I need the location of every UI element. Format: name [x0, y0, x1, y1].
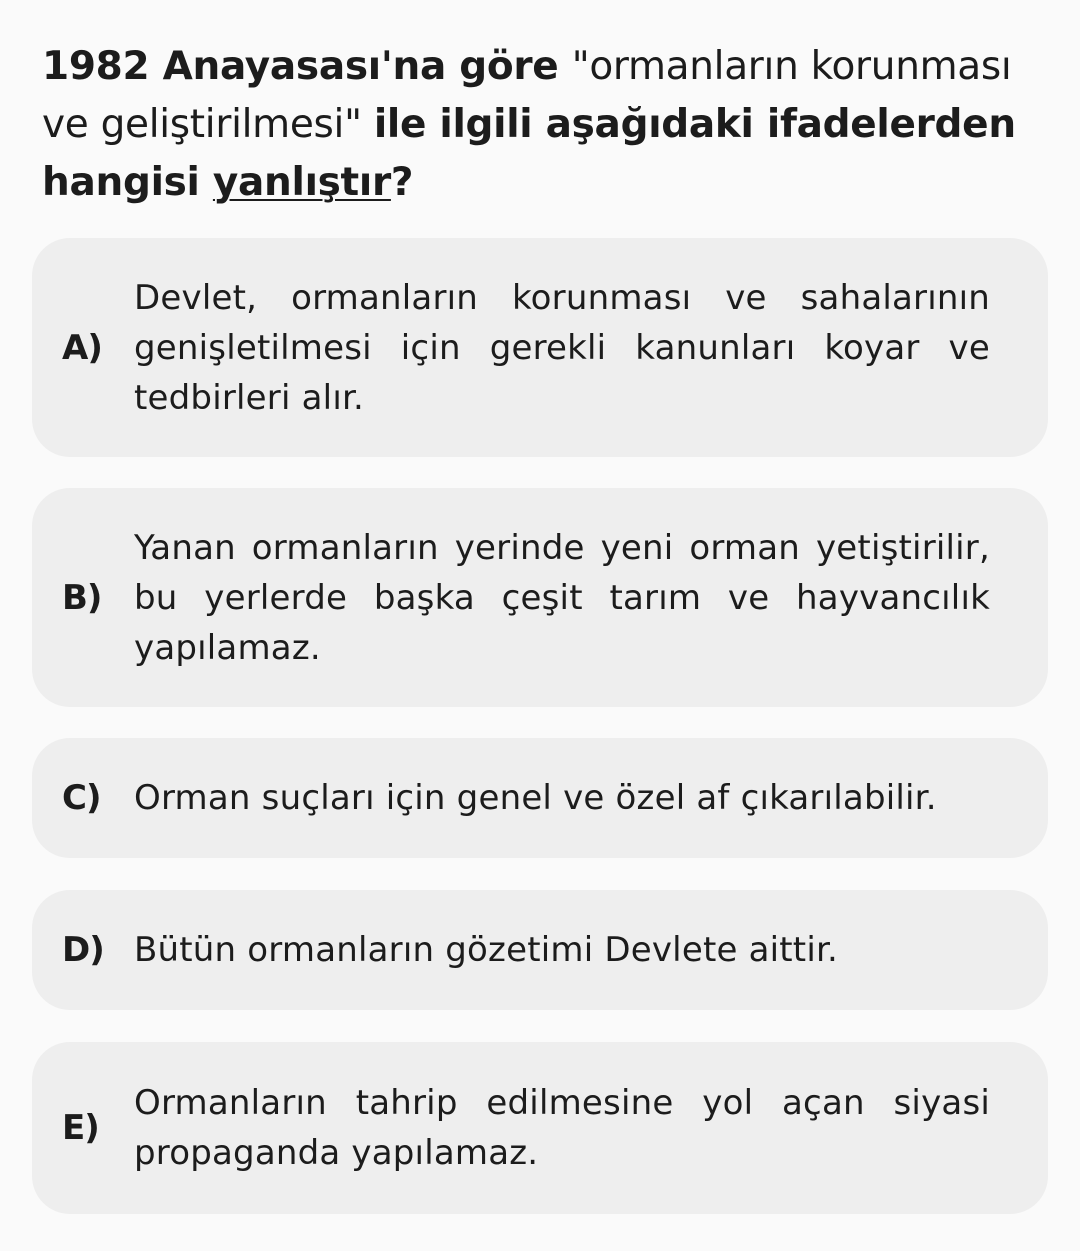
answer-option-e[interactable] [32, 1042, 1048, 1214]
question-emphasis-underlined: yanlıştır [212, 160, 391, 205]
option-text-a: Devlet, ormanların korunması ve sahalarının genişletilmesi için gerekli kanunları koyar ve tedbirleri alır. [134, 277, 990, 418]
option-text-e: Ormanların tahrip edilmesine yol açan siyasi propaganda yapılamaz. [134, 1083, 990, 1173]
answer-option-c[interactable] [32, 738, 1048, 858]
question-part-bold: 1982 Anayasası'na göre [42, 44, 572, 89]
option-text-b: Yanan ormanların yerinde yeni orman yetiştirilir, bu yerlerde başka çeşit tarım ve hayvancılık yapılamaz. [134, 527, 990, 668]
question-mark: ? [390, 160, 414, 205]
option-letter-c: C) [62, 778, 101, 818]
option-letter-a: A) [62, 327, 102, 368]
option-text-d: Bütün ormanların gözetimi Devlete aittir. [134, 930, 839, 970]
answer-option-b[interactable] [32, 488, 1048, 707]
question-text [42, 38, 1032, 212]
option-letter-d: D) [62, 930, 104, 970]
answer-option-a[interactable] [32, 238, 1048, 457]
question-part-quote: "ormanların korunması ve geliştirilmesi" [42, 44, 1012, 147]
question-part-bold-2: ile ilgili aşağıdaki ifadelerden hangisi [42, 102, 1016, 205]
option-letter-e: E) [62, 1108, 99, 1148]
option-text-c: Orman suçları için genel ve özel af çıkarılabilir. [134, 778, 937, 818]
answer-option-d[interactable] [32, 890, 1048, 1010]
option-letter-b: B) [62, 577, 102, 618]
